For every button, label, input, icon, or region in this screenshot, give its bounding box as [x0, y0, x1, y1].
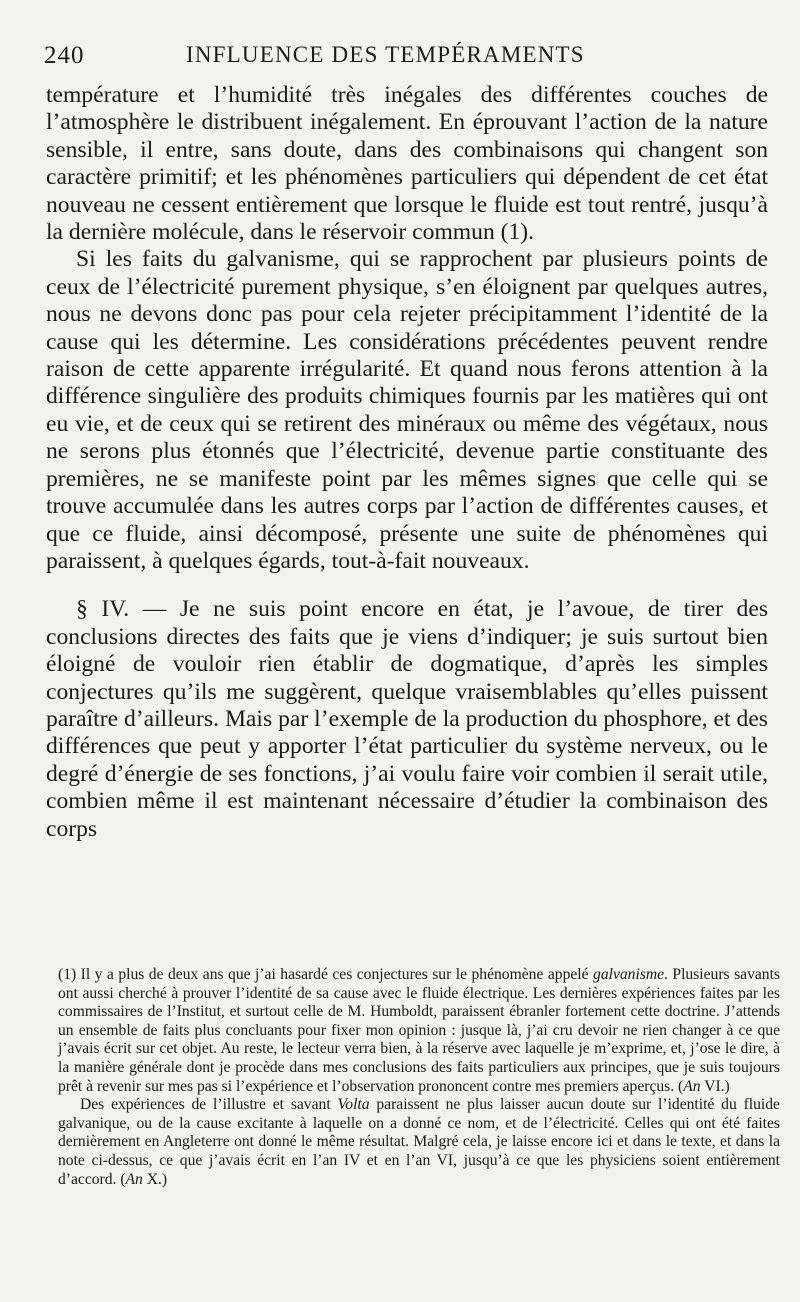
paragraph-continuation: température et l’humidité très inégales des différentes couches de l’atmosphère le distribuent inégalement. En éprouvant l’action de la nature sensible, il entre, sans doute, dans des combinaisons qui changent son caractère primitif; et les phénomènes particuliers qui dépendent de cet état nouveau ne cessent entièrement que lorsque le fluide est tout rentré, jusqu’à la dernière molécule, dans le réservoir commun (1).: [46, 82, 768, 246]
footnote-2-text-b: paraissent ne plus laisser aucun doute sur l’identité du fluide galvanique, ou de la cause excitante à laquelle on a donné ce nom, et de l’électricité. Celles qui ont été faites dernièrement en Angleterre ont donné le même résultat. Malgré cela, je laisse encore ici et dans le texte, et dans la note ci-dessus, ce que j’avais écrit en l’an IV et en l’an VI, jusqu’à ce que les physiciens soient entièrement d’accord. (: [58, 1096, 780, 1188]
footnote-2-text-c: X.): [142, 1170, 168, 1188]
footnote-1-text-c: VI.): [700, 1077, 730, 1095]
running-title: INFLUENCE DES TEMPÉRAMENTS: [186, 42, 585, 67]
footnote-2: [58, 1096, 780, 1189]
footnote-1-year-label: An: [683, 1077, 701, 1095]
footnote-2-year-label: An: [125, 1170, 143, 1188]
footnote-2-text-a: Des expériences de l’illustre et savant: [80, 1096, 338, 1114]
paragraph-section-iv: § IV. — Je ne suis point encore en état, je l’avoue, de tirer des conclusions directes des faits que je viens d’indiquer; je suis surtout bien éloigné de vouloir rien établir de dogmatique, d’après les simples conjectures qu’ils me suggèrent, quelque vraisemblables qu’elles puissent paraître d’ailleurs. Mais par l’exemple de la production du phosphore, et des différences que peut y apporter l’état particulier du système nerveux, ou le degré d’énergie de ses fonctions, j’ai voulu faire voir combien il serait utile, combien même il est maintenant nécessaire d’étudier la combinaison des corps: [46, 596, 768, 842]
footnote-2-italic-name: Volta: [337, 1096, 370, 1114]
main-text: [46, 82, 768, 843]
footnote-1-italic-term: galvanisme: [593, 966, 665, 983]
page-header: [44, 42, 760, 80]
footnotes: [58, 966, 780, 1189]
paragraph-galvanisme: Si les faits du galvanisme, qui se rapprochent par plusieurs points de ceux de l’électricité purement physique, s’en éloignent par quelques autres, nous ne devons donc pas pour cela rejeter précipitamment l’identité de la cause qui les détermine. Les considérations précédentes peuvent rendre raison de cette apparente irrégularité. Et quand nous ferons attention à la différence singulière des produits chimiques fournis par les matières qui ont eu vie, et de ceux qui se retirent des minéraux ou même des végétaux, nous ne serons plus étonnés que l’électricité, devenue partie constituante des premières, ne se manifeste point par les mêmes signes que celle qui se trouve accumulée dans les autres corps par l’action de différentes causes, et que ce fluide, ainsi décomposé, présente une suite de phénomènes qui paraissent, à quelques égards, tout-à-fait nouveaux.: [46, 246, 768, 574]
footnote-1-text-a: (1) Il y a plus de deux ans que j’ai hasardé ces conjectures sur le phénomène appelé: [58, 966, 594, 983]
page-number: 240: [44, 42, 85, 69]
footnote-1-text-b: . Plusieurs savants ont aussi cherché à prouver l’identité de sa cause avec le fluide électrique. Les dernières expériences faites par les commissaires de l’Institut, et surtout celle de M. Humboldt, paraissent ébranler fortement cette doctrine. J’attends un ensemble de faits plus concluants pour fixer mon opinion : jusque là, j’ai cru devoir ne rien changer à ce que j’avais écrit sur cet objet. Au reste, le lecteur verra bien, à la réserve avec laquelle je m’exprime, et, j’ose le dire, à la manière générale dont je procède dans mes conclusions des faits particuliers aux principes, que je suis toujours prêt à revenir sur mes pas si l’expérience et l’observation prononcent contre mes premiers aperçus. (: [58, 966, 780, 1095]
footnote-1: [58, 966, 780, 1096]
